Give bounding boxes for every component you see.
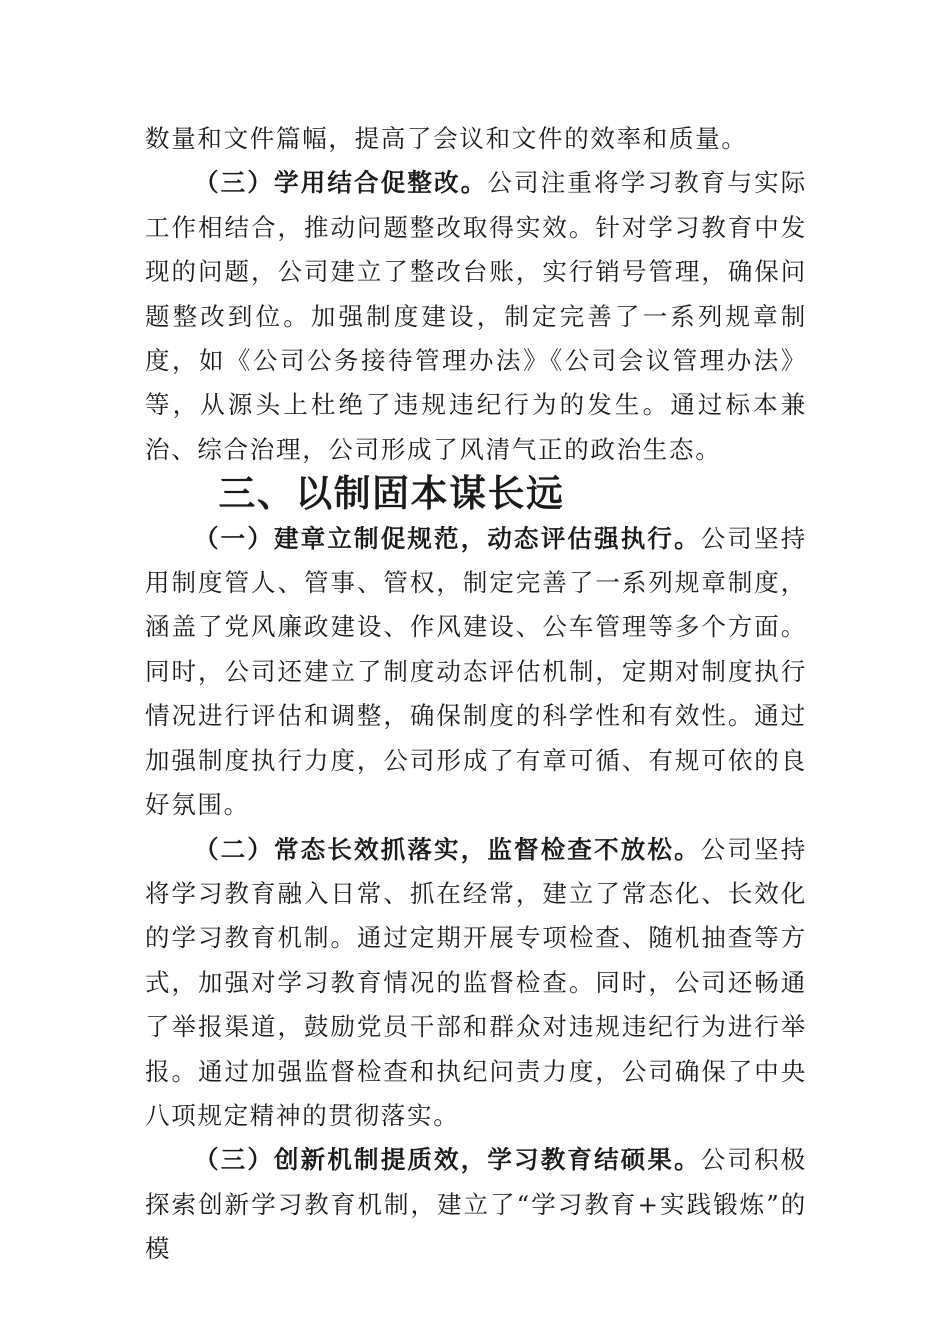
paragraph-text: 公司积极探索创新学习教育机制，建立了“学习教育+实践锻炼”的模 [145, 1145, 807, 1264]
paragraph-text: 公司坚持将学习教育融入日常、抓在经常，建立了常态化、长效化的学习教育机制。通过定期开展专项检查、随机抽查等方式，加强对学习教育情况的监督检查。同时，公司还畅通了举报渠道，鼓励党员干部和群众对违规违纪行为进行举报。通过加强监督检查和执纪问责力度，公司确保了中央八项规定精神的贯彻落实。 [145, 834, 807, 1130]
paragraph-lead: （二）常态长效抓落实，监督检查不放松。 [194, 834, 701, 864]
paragraph-text: 公司坚持用制度管人、管事、管权，制定完善了一系列规章制度，涵盖了党风廉政建设、作风建设、公车管理等多个方面。同时，公司还建立了制度动态评估机制，定期对制度执行情况进行评估和调整，确保制度的科学性和有效性。通过加强制度执行力度，公司形成了有章可循、有规可依的良好氛围。 [145, 523, 807, 820]
paragraph-lead: （一）建章立制促规范，动态评估强执行。 [194, 523, 701, 553]
paragraph-institution-building [145, 517, 807, 828]
paragraph-lead: （三）学用结合促整改。 [194, 168, 488, 198]
paragraph-normalized-supervision [145, 828, 807, 1139]
document-page [145, 117, 807, 1272]
paragraph-study-rectification [145, 161, 807, 472]
paragraph-text: 公司注重将学习教育与实际工作相结合，推动问题整改取得实效。针对学习教育中发现的问题，公司建立了整改台账，实行销号管理，确保问题整改到位。加强制度建设，制定完善了一系列规章制度，如《公司公务接待管理办法》《公司会议管理办法》等，从源头上杜绝了违规违纪行为的发生。通过标本兼治、综合治理，公司形成了风清气正的政治生态。 [145, 168, 808, 464]
paragraph-text: 数量和文件篇幅，提高了会议和文件的效率和质量。 [145, 124, 748, 153]
paragraph-lead: （三）创新机制提质效，学习教育结硕果。 [194, 1145, 701, 1175]
paragraph-continuation [145, 117, 807, 161]
paragraph-innovation-mechanism [145, 1138, 807, 1271]
section-heading: 三、以制固本谋长远 [218, 472, 565, 516]
